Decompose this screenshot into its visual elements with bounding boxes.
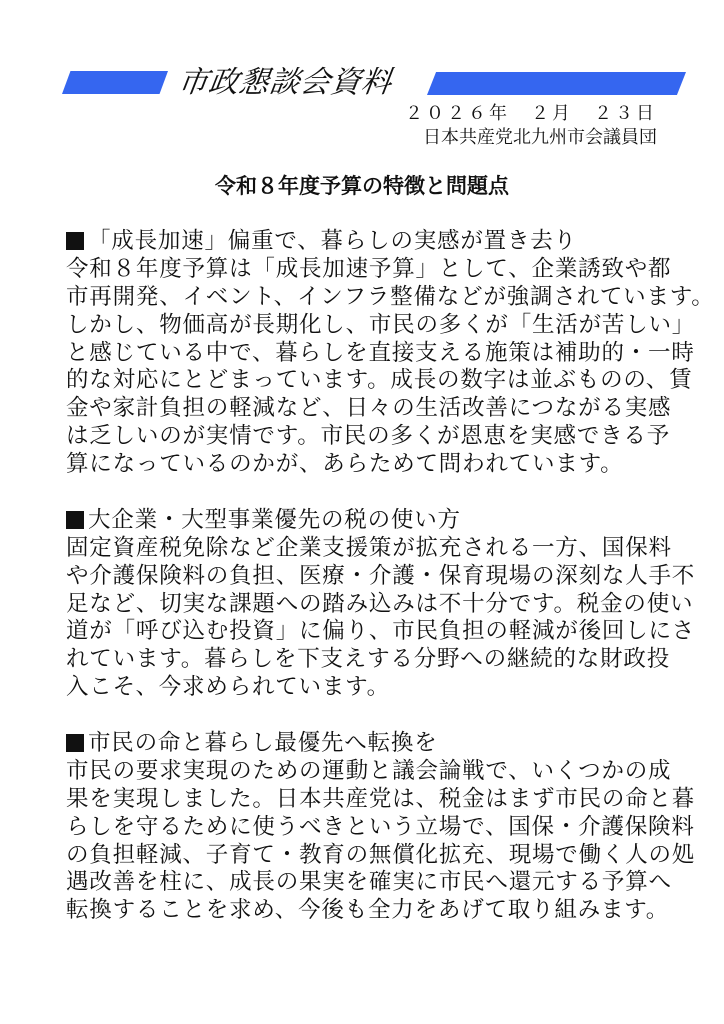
paragraph-line: 的な対応にとどまっています。成長の数字は並ぶものの、賃 <box>66 367 693 394</box>
paragraph-line: れています。暮らしを下支えする分野への継続的な財政投 <box>66 646 671 673</box>
paragraph-line: 金や家計負担の軽減など、日々の生活改善につながる実感 <box>66 395 672 422</box>
document-subtitle: 令和８年度予算の特徴と問題点 <box>215 174 509 198</box>
paragraph-line: と感じている中で、暮らしを直接支える施策は補助的・一時 <box>66 339 695 366</box>
section-heading-text: 「成長加速」偏重で、暮らしの実感が置き去り <box>88 228 577 254</box>
section-heading <box>66 730 666 758</box>
section-tax-usage <box>66 506 696 702</box>
document-date: ２０２６年 ２月 ２３日 <box>405 103 657 124</box>
decorative-bar-right <box>427 72 686 95</box>
section-growth-bias <box>66 228 715 479</box>
paragraph-line: 令和８年度予算は「成長加速予算」として、企業誘致や都 <box>66 255 672 282</box>
black-square-bullet-icon <box>66 734 84 752</box>
document-title: 市政懇談会資料 <box>175 65 395 100</box>
paragraph-line: や介護保険料の負担、医療・介護・保育現場の深刻な人手不 <box>66 562 696 589</box>
section-heading <box>66 228 666 256</box>
paragraph-line: 市民の要求実現のための運動と議会論戦で、いくつかの成 <box>66 757 672 784</box>
black-square-bullet-icon <box>66 511 84 529</box>
paragraph-line: らしを守るために使うべきという立場で、国保・介護保険料 <box>66 813 695 840</box>
paragraph-line: 算になっているのかが、あらためて問われています。 <box>66 451 624 478</box>
paragraph-line: 道が「呼び込む投資」に偏り、市民負担の軽減が後回しにさ <box>66 618 696 645</box>
section-heading-text: 大企業・大型事業優先の税の使い方 <box>88 506 461 533</box>
paragraph-line: 足など、切実な課題への踏み込みは不十分です。税金の使い <box>66 590 694 617</box>
paragraph-line: 転換することを求め、今後も全力をあげて取り組みます。 <box>66 897 670 924</box>
paragraph-line: 遇改善を柱に、成長の果実を確実に市民へ還元する予算へ <box>66 869 672 896</box>
paragraph-line: の負担軽減、子育て・教育の無償化拡充、現場で働く人の処 <box>66 841 696 868</box>
black-square-bullet-icon <box>66 232 84 250</box>
decorative-bar-left <box>62 71 168 94</box>
paragraph-line: は乏しいのが実情です。市民の多くが恩恵を実感できる予 <box>66 423 671 450</box>
organization-name: 日本共産党北九州市会議員団 <box>423 127 657 148</box>
document-body <box>66 228 715 953</box>
paragraph-line: 入こそ、今求められています。 <box>66 674 390 701</box>
section-heading <box>66 507 666 535</box>
paragraph-line: 果を実現しました。日本共産党は、税金はまず市民の命と暮 <box>66 785 696 812</box>
paragraph-line: しかし、物価高が長期化し、市民の多くが「生活が苦しい」 <box>66 311 696 338</box>
section-priority-shift <box>66 730 696 925</box>
paragraph-line: 市再開発、イベント、インフラ整備などが強調されています。 <box>66 283 715 310</box>
paragraph-line: 固定資産税免除など企業支援策が拡充される一方、国保料 <box>66 534 672 561</box>
section-heading-text: 市民の命と暮らし最優先へ転換を <box>88 730 438 757</box>
